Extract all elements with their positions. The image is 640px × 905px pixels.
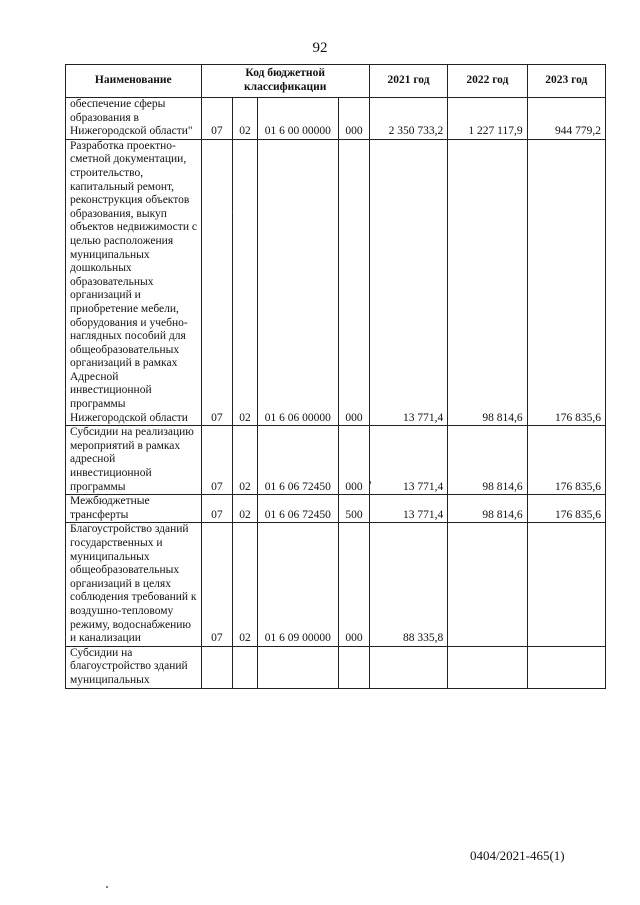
- header-2021: 2021 год: [369, 65, 447, 98]
- row-value-2023: 944 779,2: [527, 98, 605, 140]
- budget-table: [65, 64, 606, 689]
- page-number: 92: [312, 40, 328, 56]
- row-subsection: 02: [233, 98, 257, 140]
- table-header-row: [66, 65, 606, 98]
- row-section: 07: [201, 495, 233, 523]
- row-value-2021: 2 350 733,2: [369, 98, 447, 140]
- row-value-2022: [448, 523, 527, 646]
- row-subsection: 02: [233, 139, 257, 425]
- row-value-2021: 13 771,4: [369, 139, 447, 425]
- row-expense-type: 000: [339, 139, 370, 425]
- row-name: Субсидии на реализацию мероприятий в рамках адресной инвестиционной программы: [66, 426, 202, 495]
- row-target-code: 01 6 00 00000: [257, 98, 339, 140]
- row-section: [201, 646, 233, 688]
- row-value-2021: 13 771,4: [369, 495, 447, 523]
- row-expense-type: 000: [339, 98, 370, 140]
- row-value-2023: 176 835,6: [527, 495, 605, 523]
- header-2023: 2023 год: [527, 65, 605, 98]
- row-value-2022: [448, 646, 527, 688]
- scan-speck: [106, 886, 108, 888]
- row-name: Благоустройство зданий государственных и муниципальных общеобразовательных организаций в целях соблюдения требований к воздушно-тепловому режиму, водоснабжению и канализации: [66, 523, 202, 646]
- row-target-code: 01 6 06 72450: [257, 495, 339, 523]
- table-row: [66, 523, 606, 646]
- scan-speck: [232, 212, 233, 213]
- row-section: 07: [201, 523, 233, 646]
- row-target-code: 01 6 06 72450: [257, 426, 339, 495]
- header-classification: Код бюджетной классификации: [201, 65, 369, 98]
- row-value-2022: 98 814,6: [448, 495, 527, 523]
- scan-speck: [370, 481, 371, 484]
- row-expense-type: 000: [339, 426, 370, 495]
- row-value-2022: 98 814,6: [448, 426, 527, 495]
- row-section: 07: [201, 98, 233, 140]
- row-value-2023: [527, 646, 605, 688]
- row-name: Разработка проектно-сметной документации, строительство, капитальный ремонт, реконструкция объектов образования, выкуп объектов недвижимости с целью расположения муниципальных дошкольных образовательных организаций и приобретение мебели, оборудования и учебно-наглядных пособий для общеобразовательных организаций в рамках Адресной инвестиционной программы Нижегородской области: [66, 139, 202, 425]
- row-value-2023: 176 835,6: [527, 139, 605, 425]
- row-value-2022: 98 814,6: [448, 139, 527, 425]
- table-row: [66, 646, 606, 688]
- row-expense-type: 000: [339, 523, 370, 646]
- table-row: [66, 139, 606, 425]
- row-name: Субсидии на благоустройство зданий муниципальных: [66, 646, 202, 688]
- row-subsection: [233, 646, 257, 688]
- row-section: 07: [201, 426, 233, 495]
- row-expense-type: 500: [339, 495, 370, 523]
- table-row: [66, 495, 606, 523]
- row-section: 07: [201, 139, 233, 425]
- header-name: Наименование: [66, 65, 202, 98]
- row-value-2021: [369, 646, 447, 688]
- row-value-2022: 1 227 117,9: [448, 98, 527, 140]
- table-row: [66, 98, 606, 140]
- row-value-2021: 13 771,4: [369, 426, 447, 495]
- row-value-2023: [527, 523, 605, 646]
- row-subsection: 02: [233, 495, 257, 523]
- row-target-code: [257, 646, 339, 688]
- row-subsection: 02: [233, 426, 257, 495]
- table-row: [66, 426, 606, 495]
- header-2022: 2022 год: [448, 65, 527, 98]
- row-value-2023: 176 835,6: [527, 426, 605, 495]
- document-id: 0404/2021-465(1): [470, 848, 565, 863]
- row-name: Межбюджетные трансферты: [66, 495, 202, 523]
- row-subsection: 02: [233, 523, 257, 646]
- row-target-code: 01 6 09 00000: [257, 523, 339, 646]
- row-name: обеспечение сферы образования в Нижегородской области": [66, 98, 202, 140]
- row-target-code: 01 6 06 00000: [257, 139, 339, 425]
- row-expense-type: [339, 646, 370, 688]
- row-value-2021: 88 335,8: [369, 523, 447, 646]
